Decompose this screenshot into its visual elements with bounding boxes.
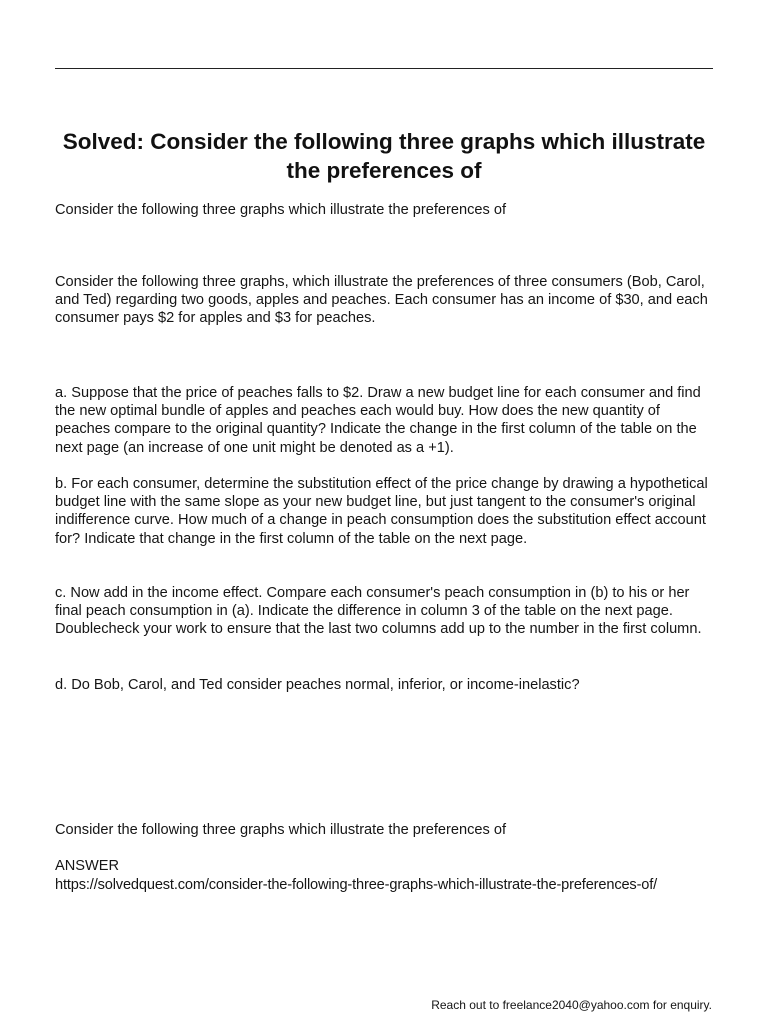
question-a: a. Suppose that the price of peaches falls to $2. Draw a new budget line for each consumer and find the new optimal bundle of apples and peaches each would buy. How does the new quantity of peaches compare to the original quantity? Indicate the change in the first column of the table on the next page (an increase of one unit might be denoted as a +1).	[55, 385, 701, 456]
question-d: d. Do Bob, Carol, and Ted consider peaches normal, inferior, or income-inelastic?	[55, 677, 580, 693]
question-b: b. For each consumer, determine the substitution effect of the price change by drawing a hypothetical budget line with the same slope as your new budget line, but just tangent to the consumer's original indifference curve. How much of a change in peach consumption does the substitution effect account for? Indicate that change in the first column of the table on the next page.	[55, 476, 708, 547]
question-c: c. Now add in the income effect. Compare each consumer's peach consumption in (b) to his or her final peach consumption in (a). Indicate the difference in column 3 of the table on the next page. Doublecheck your work to ensure that the last two columns add up to the number in the first column.	[55, 585, 702, 638]
answer-label: ANSWER	[55, 858, 120, 874]
subtitle-text: Consider the following three graphs which illustrate the preferences of	[55, 202, 507, 218]
intro-paragraph: Consider the following three graphs, which illustrate the preferences of three consumers (Bob, Carol, and Ted) regarding two goods, apples and peaches. Each consumer has an income of $30, and each consumer pays $2 for apples and $3 for peaches.	[55, 274, 708, 327]
repeat-heading: Consider the following three graphs which illustrate the preferences of	[55, 822, 507, 838]
page-title: Solved: Consider the following three graphs which illustrate the preferences of	[62, 129, 706, 183]
top-divider	[55, 68, 713, 69]
footer-contact: Reach out to freelance2040@yahoo.com for enquiry.	[431, 998, 712, 1012]
answer-link[interactable]: https://solvedquest.com/consider-the-following-three-graphs-which-illustrate-the-preferences-of/	[55, 877, 658, 893]
